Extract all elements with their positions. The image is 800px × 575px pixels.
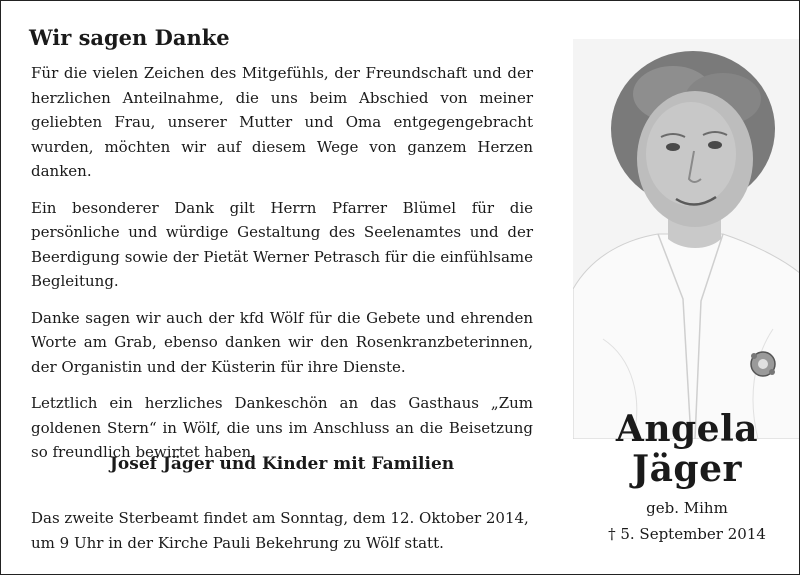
portrait-illustration: [573, 39, 800, 439]
family-signature: Josef Jäger und Kinder mit Familien: [109, 454, 455, 474]
paragraph-4: Letztlich ein herzliches Dankeschön an das Gasthaus „Zum goldenen Stern“ in Wölf, die uns im Anschluss an die Beisetzung so freundlich bewirtet haben.: [31, 394, 533, 461]
portrait-photo: [573, 39, 800, 439]
death-date: † 5. September 2014: [608, 525, 766, 543]
service-line-2: um 9 Uhr in der Kirche Pauli Bekehrung zu Wölf statt.: [31, 533, 444, 552]
deceased-first-name: Angela: [615, 408, 759, 450]
paragraph-2: Ein besonderer Dank gilt Herrn Pfarrer Blümel für die persönliche und würdige Gestaltung des Seelenamtes und der Beerdigung sowie der Pietät Werner Petrasch für die einfühlsame Begleitung.: [31, 198, 533, 290]
deceased-name-block: [573, 409, 800, 543]
thank-you-text: [31, 61, 533, 477]
paragraph-1: Für die vielen Zeichen des Mitgefühls, der Freundschaft und der herzlichen Anteilnahme, die uns beim Abschied von meiner geliebten Frau, unserer Mutter und Oma entgegengebracht wurden, möchten wir auf diesem Wege von ganzem Herzen danken.: [31, 64, 533, 180]
maiden-name: geb. Mihm: [646, 499, 728, 517]
paragraph-3: Danke sagen wir auch der kfd Wölf für die Gebete und ehrenden Worte am Grab, ebenso danken wir den Rosenkranzbeterinnen, der Organistin und der Küsterin für ihre Dienste.: [31, 308, 533, 376]
service-announcement: [31, 506, 533, 555]
service-line-1: Das zweite Sterbeamt findet am Sonntag, dem 12. Oktober 2014,: [31, 509, 529, 527]
thank-you-heading: Wir sagen Danke: [29, 25, 230, 50]
deceased-last-name: Jäger: [632, 448, 742, 490]
